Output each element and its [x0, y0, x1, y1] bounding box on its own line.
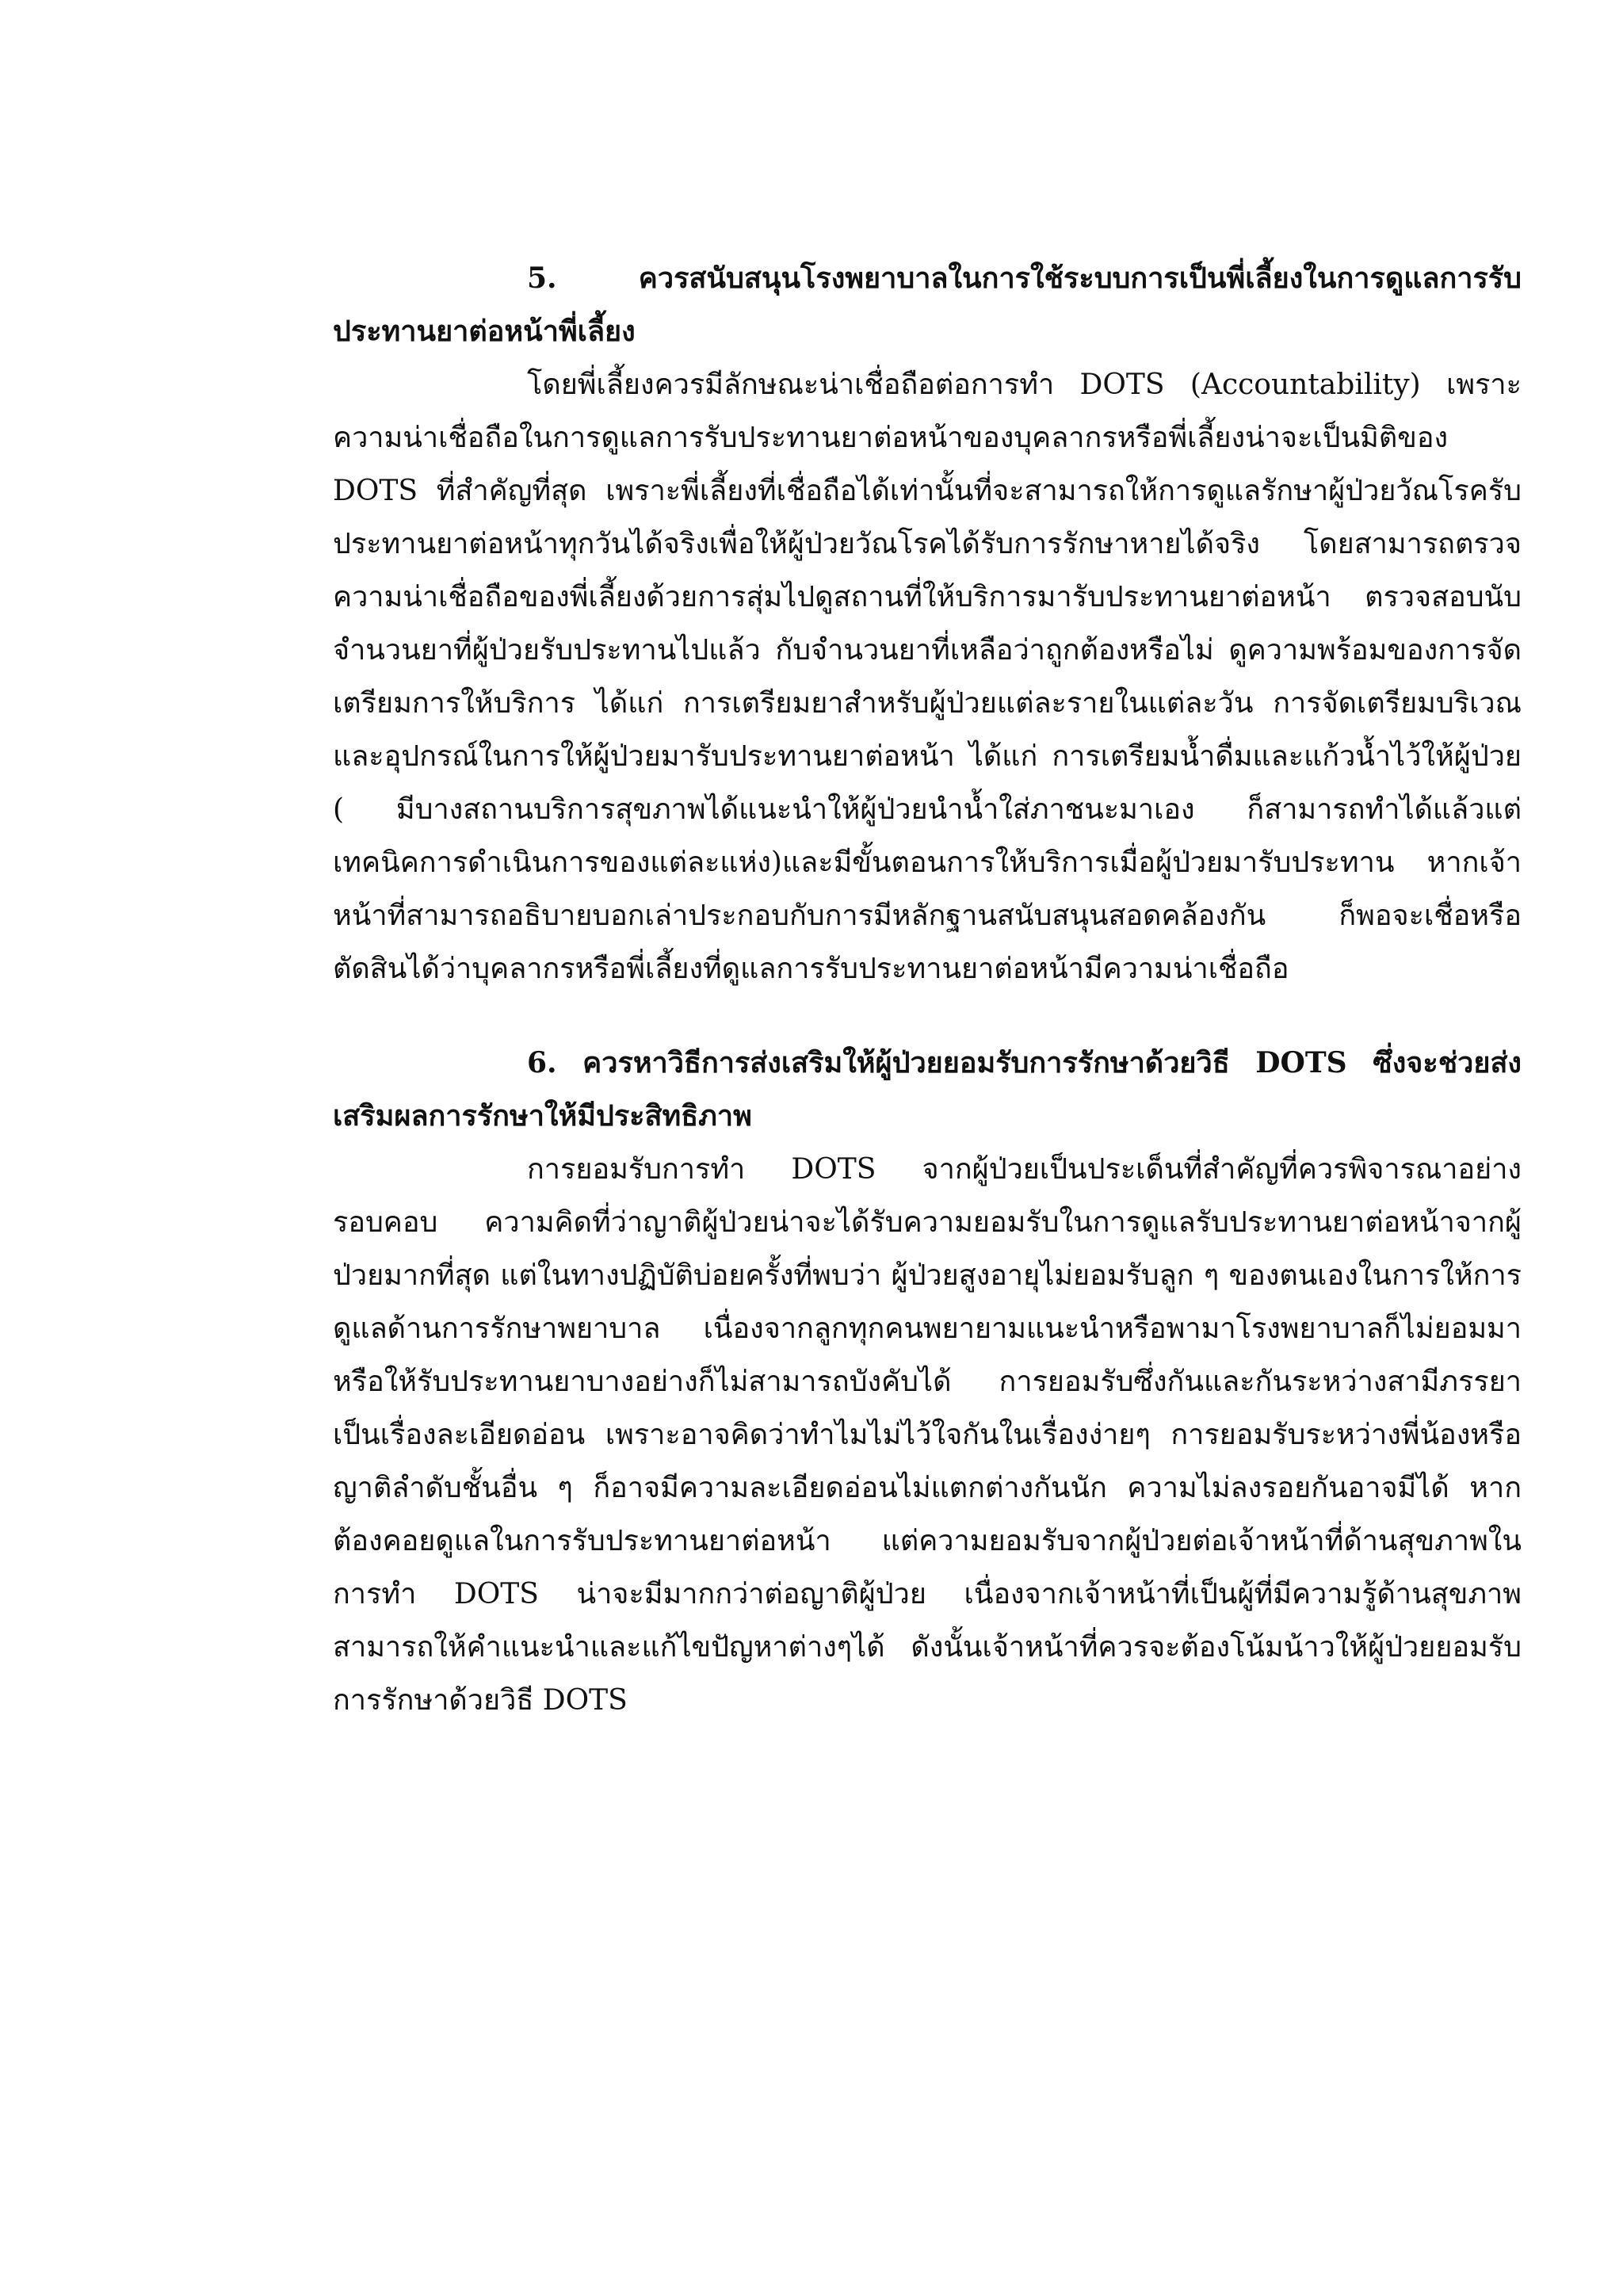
- section-6-heading: 6. ควรหาวิธีการส่งเสริมให้ผู้ป่วยยอมรับการรักษาด้วยวิธี DOTS ซึ่งจะช่วยส่งเสริมผลการรักษาให้มีประสิทธิภาพ: [333, 1046, 1522, 1133]
- section-5-heading: 5. ควรสนับสนุนโรงพยาบาลในการใช้ระบบการเป็นพี่เลี้ยงในการดูแลการรับประทานยาต่อหน้าพี่เลี้ยง: [333, 262, 1522, 348]
- section-6: [333, 1037, 1522, 1727]
- document-page: [333, 252, 1522, 1768]
- section-6-paragraph: การยอมรับการทำ DOTS จากผู้ป่วยเป็นประเด็นที่สำคัญที่ควรพิจารณาอย่างรอบคอบ ความคิดที่ว่าญาติผู้ป่วยน่าจะได้รับความยอมรับในการดูแลรับประทานยาต่อหน้าจากผู้ป่วยมากที่สุด แต่ในทางปฏิบัติบ่อยครั้งที่พบว่า ผู้ป่วยสูงอายุไม่ยอมรับลูก ๆ ของตนเองในการให้การดูแลด้านการรักษาพยาบาล เนื่องจากลูกทุกคนพยายามแนะนำหรือพามาโรงพยาบาลก็ไม่ยอมมา หรือให้รับประทานยาบางอย่างก็ไม่สามารถบังคับได้ การยอมรับซึ่งกันและกันระหว่างสามีภรรยาเป็นเรื่องละเอียดอ่อน เพราะอาจคิดว่าทำไมไม่ไว้ใจกันในเรื่องง่ายๆ การยอมรับระหว่างพี่น้องหรือญาติลำดับชั้นอื่น ๆ ก็อาจมีความละเอียดอ่อนไม่แตกต่างกันนัก ความไม่ลงรอยกันอาจมีได้ หากต้องคอยดูแลในการรับประทานยาต่อหน้า แต่ความยอมรับจากผู้ป่วยต่อเจ้าหน้าที่ด้านสุขภาพในการทำ DOTS น่าจะมีมากกว่าต่อญาติผู้ป่วย เนื่องจากเจ้าหน้าที่เป็นผู้ที่มีความรู้ด้านสุขภาพ สามารถให้คำแนะนำและแก้ไขปัญหาต่างๆได้ ดังนั้นเจ้าหน้าที่ควรจะต้องโน้มน้าวให้ผู้ป่วยยอมรับการรักษาด้วยวิธี DOTS: [333, 1153, 1522, 1717]
- section-5: [333, 252, 1522, 995]
- section-5-paragraph: โดยพี่เลี้ยงควรมีลักษณะน่าเชื่อถือต่อการทำ DOTS (Accountability) เพราะความน่าเชื่อถือในการดูแลการรับประทานยาต่อหน้าของบุคลากรหรือพี่เลี้ยงน่าจะเป็นมิติของ DOTS ที่สำคัญที่สุด เพราะพี่เลี้ยงที่เชื่อถือได้เท่านั้นที่จะสามารถให้การดูแลรักษาผู้ป่วยวัณโรครับประทานยาต่อหน้าทุกวันได้จริงเพื่อให้ผู้ป่วยวัณโรคได้รับการรักษาหายได้จริง โดยสามารถตรวจความน่าเชื่อถือของพี่เลี้ยงด้วยการสุ่มไปดูสถานที่ให้บริการมารับประทานยาต่อหน้า ตรวจสอบนับจำนวนยาที่ผู้ป่วยรับประทานไปแล้ว กับจำนวนยาที่เหลือว่าถูกต้องหรือไม่ ดูความพร้อมของการจัดเตรียมการให้บริการ ได้แก่ การเตรียมยาสำหรับผู้ป่วยแต่ละรายในแต่ละวัน การจัดเตรียมบริเวณและอุปกรณ์ในการให้ผู้ป่วยมารับประทานยาต่อหน้า ได้แก่ การเตรียมน้ำดื่มและแก้วน้ำไว้ให้ผู้ป่วย ( มีบางสถานบริการสุขภาพได้แนะนำให้ผู้ป่วยนำน้ำใส่ภาชนะมาเอง ก็สามารถทำได้แล้วแต่เทคนิคการดำเนินการของแต่ละแห่ง)และมีขั้นตอนการให้บริการเมื่อผู้ป่วยมารับประทาน หากเจ้าหน้าที่สามารถอธิบายบอกเล่าประกอบกับการมีหลักฐานสนับสนุนสอดคล้องกัน ก็พอจะเชื่อหรือตัดสินได้ว่าบุคลากรหรือพี่เลี้ยงที่ดูแลการรับประทานยาต่อหน้ามีความน่าเชื่อถือ: [333, 369, 1522, 985]
